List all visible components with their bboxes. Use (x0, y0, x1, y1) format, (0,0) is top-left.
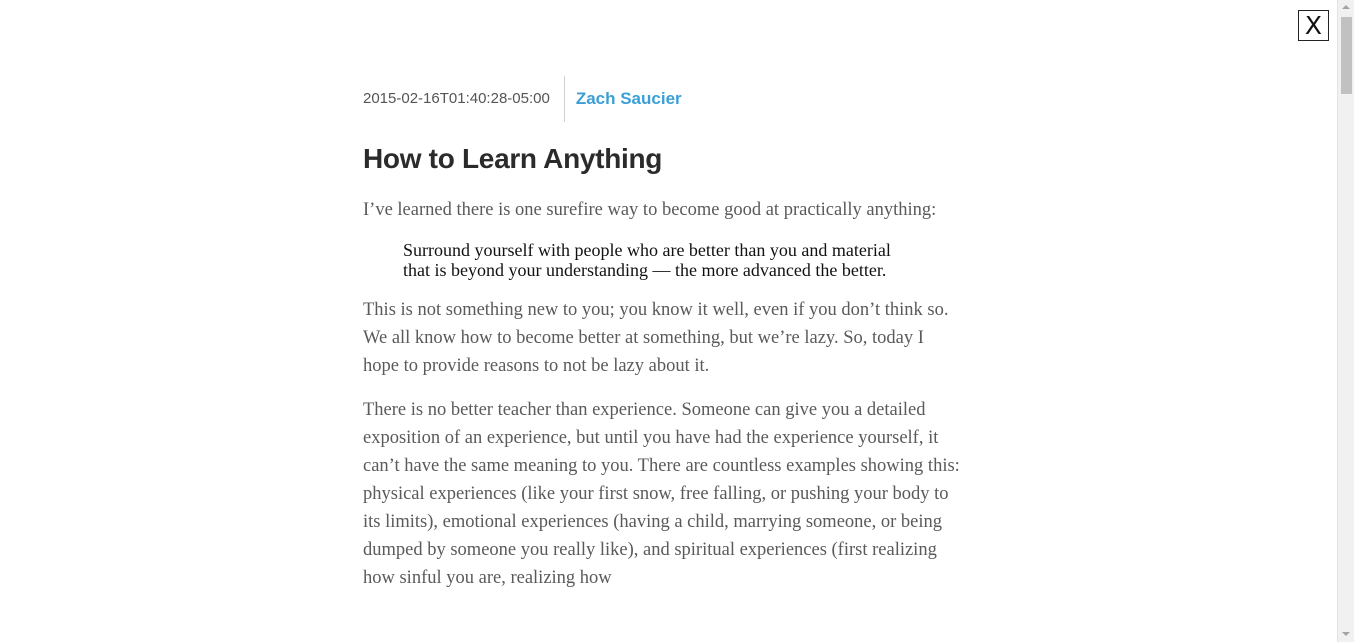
scroll-up-arrow-icon[interactable] (1342, 5, 1350, 9)
publish-timestamp: 2015-02-16T01:40:28-05:00 (363, 76, 565, 122)
close-button[interactable]: X (1298, 10, 1329, 41)
article (363, 76, 963, 592)
paragraph-intro: I’ve learned there is one surefire way to become good at practically anything: (363, 200, 937, 220)
vertical-scrollbar[interactable] (1337, 0, 1354, 642)
scroll-down-arrow-icon[interactable] (1342, 632, 1350, 636)
blockquote: Surround yourself with people who are better than you and material that is beyond your understanding — the more advanced the better. (403, 240, 891, 280)
author-link[interactable]: Zach Saucier (575, 89, 682, 108)
article-title: How to Learn Anything (363, 143, 663, 174)
article-meta (363, 76, 963, 122)
scrollbar-thumb[interactable] (1341, 17, 1352, 94)
paragraph-3: There is no better teacher than experience. Someone can give you a detailed exposition of an experience, but until you have had the experience yourself, it can’t have the same meaning to you. There are countless examples showing this: physical experiences (like your first snow, free falling, or pushing your body to its limits), emotional experiences (having a child, marrying someone, or being dumped by someone you really like), and spiritual experiences (first realizing how sinful you are, realizing how (363, 400, 960, 588)
paragraph-2: This is not something new to you; you know it well, even if you don’t think so. We all know how to become better at something, but we’re lazy. So, today I hope to provide reasons to not be lazy about it. (363, 300, 949, 376)
